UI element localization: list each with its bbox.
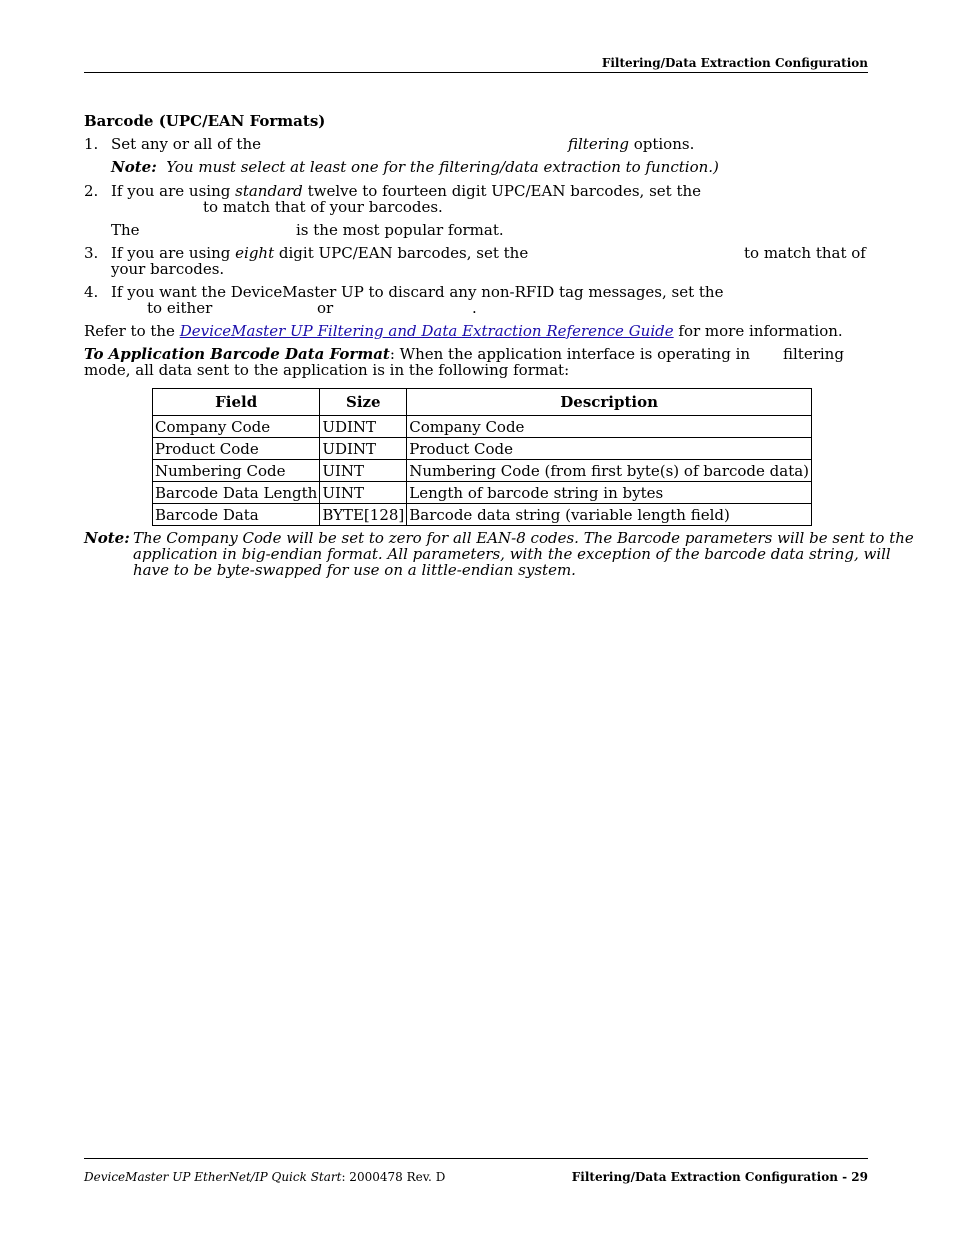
app-format-filtering: filtering (783, 345, 844, 363)
step-3-line2: your barcodes. (111, 260, 225, 278)
note-1: Note: You must select at least one for the filtering/data extraction to function.) (111, 158, 719, 176)
footer-doc-title: DeviceMaster UP EtherNet/IP Quick Start: 2000478 Rev. D (84, 1170, 446, 1184)
table-header-description: Description (407, 389, 812, 416)
step-2b-pre: The (111, 221, 140, 239)
table-cell: Company Code (153, 416, 320, 438)
table-header-size: Size (320, 389, 407, 416)
step-3-number: 3. (84, 244, 99, 262)
step-1-text: Set any or all of the (111, 135, 261, 153)
table-cell: UDINT (320, 438, 407, 460)
table-cell: BYTE[128] (320, 504, 407, 526)
table-header-field: Field (153, 389, 320, 416)
refer-paragraph: Refer to the DeviceMaster UP Filtering and Data Extraction Reference Guide for more information. (84, 322, 843, 340)
note-2-line3: have to be byte-swapped for use on a little-endian system. (133, 561, 576, 579)
note-2-line2: application in big-endian format. All parameters, with the exception of the barcode data string, will (133, 545, 891, 563)
table-cell: Product Code (407, 438, 812, 460)
app-format-line2: mode, all data sent to the application is in the following format: (84, 361, 570, 379)
table-cell: Length of barcode string in bytes (407, 482, 812, 504)
table-cell: Product Code (153, 438, 320, 460)
step-4-pre2: to either (147, 299, 213, 317)
step-2-number: 2. (84, 182, 99, 200)
table-cell: Company Code (407, 416, 812, 438)
step-2-line2: to match that of your barcodes. (203, 198, 443, 216)
step-4-end2: . (472, 299, 477, 317)
table-row (153, 460, 812, 482)
barcode-format-table (152, 388, 812, 526)
step-1-tail: filtering options. (568, 135, 695, 153)
table-cell: UDINT (320, 416, 407, 438)
table-header-row (153, 389, 812, 416)
table-cell: Barcode Data (153, 504, 320, 526)
footer-divider (84, 1158, 868, 1159)
reference-guide-link[interactable]: DeviceMaster UP Filtering and Data Extraction Reference Guide (179, 322, 674, 340)
footer-page-number: Filtering/Data Extraction Configuration - 29 (571, 1170, 868, 1184)
step-3-tail: to match that of (744, 244, 866, 262)
step-4-number: 4. (84, 283, 99, 301)
table-cell: Numbering Code (153, 460, 320, 482)
step-2b-post: is the most popular format. (296, 221, 504, 239)
table-row (153, 504, 812, 526)
table-row (153, 416, 812, 438)
section-title: Barcode (UPC/EAN Formats) (84, 112, 326, 130)
table-cell: Numbering Code (from first byte(s) of barcode data) (407, 460, 812, 482)
step-1-number: 1. (84, 135, 99, 153)
step-4-text: If you want the DeviceMaster UP to discard any non-RFID tag messages, set the (111, 283, 724, 301)
table-cell: UINT (320, 482, 407, 504)
table-cell: UINT (320, 460, 407, 482)
note-2-label: Note: (84, 529, 130, 547)
step-3-text: If you are using eight digit UPC/EAN barcodes, set the (111, 244, 529, 262)
step-4-mid2: or (317, 299, 334, 317)
app-format-line1: To Application Barcode Data Format: When the application interface is operating in (84, 345, 751, 363)
table-cell: Barcode data string (variable length field) (407, 504, 812, 526)
table-cell: Barcode Data Length (153, 482, 320, 504)
step-2-text: If you are using standard twelve to fourteen digit UPC/EAN barcodes, set the (111, 182, 702, 200)
table-row (153, 438, 812, 460)
table-row (153, 482, 812, 504)
page-header: Filtering/Data Extraction Configuration (84, 56, 868, 73)
note-2-line1: The Company Code will be set to zero for all EAN-8 codes. The Barcode parameters will be sent to the (133, 529, 914, 547)
